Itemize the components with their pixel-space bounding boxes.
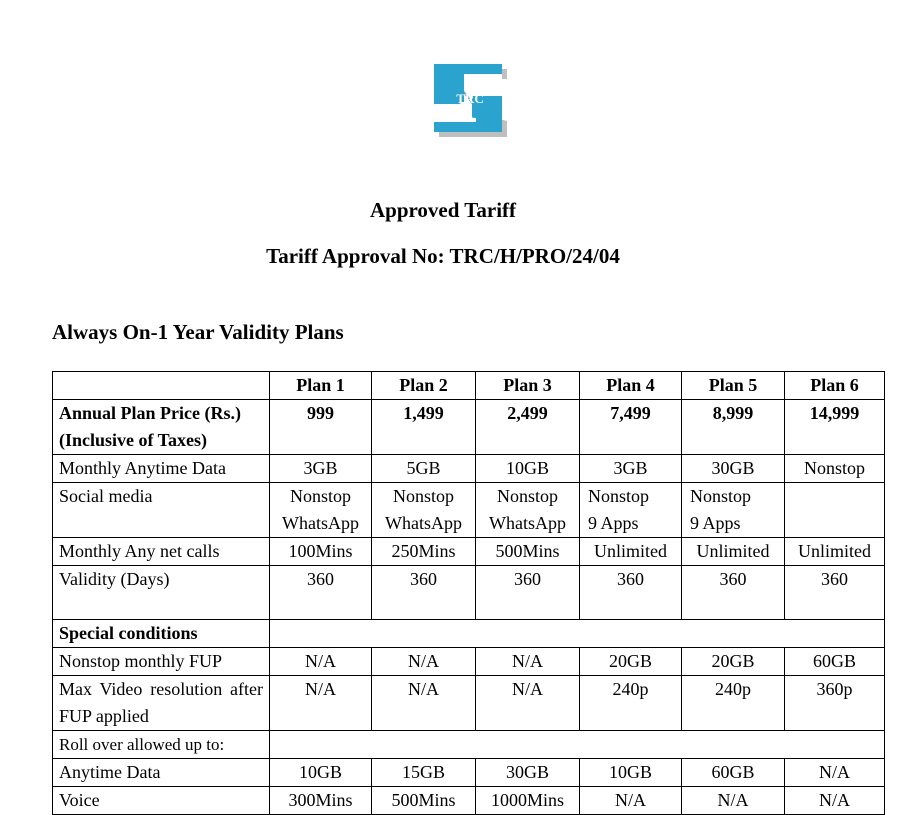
- logo-text: TRC: [456, 91, 484, 106]
- table-cell: 5GB: [372, 455, 476, 483]
- table-cell: [580, 483, 682, 538]
- row-label: Nonstop monthly FUP: [53, 648, 270, 676]
- table-cell: 1000Mins: [476, 787, 580, 815]
- cell-line: Nonstop: [588, 486, 650, 506]
- table-cell: 100Mins: [270, 538, 372, 566]
- table-header-cell: Plan 6: [785, 372, 885, 400]
- table-cell: 20GB: [682, 648, 785, 676]
- table-cell: 360p: [785, 676, 885, 731]
- table-header-row: [53, 372, 885, 400]
- table-cell: 3GB: [270, 455, 372, 483]
- table-cell: 60GB: [682, 759, 785, 787]
- table-cell: [372, 483, 476, 538]
- table-cell: N/A: [270, 676, 372, 731]
- table-cell: 500Mins: [372, 787, 476, 815]
- table-cell: [270, 483, 372, 538]
- table-cell: Unlimited: [580, 538, 682, 566]
- table-cell: 14,999: [785, 400, 885, 455]
- table-cell: [682, 483, 785, 538]
- table-cell: 999: [270, 400, 372, 455]
- table-cell: 20GB: [580, 648, 682, 676]
- page-title: Approved Tariff: [369, 198, 517, 222]
- table-cell: Nonstop: [785, 455, 885, 483]
- tariff-table: [52, 371, 885, 815]
- table-cell: 8,999: [682, 400, 785, 455]
- table-cell: 360: [372, 566, 476, 620]
- tariff-approval-number: Tariff Approval No: TRC/H/PRO/24/04: [266, 244, 620, 268]
- table-cell: 30GB: [682, 455, 785, 483]
- table-cell: 500Mins: [476, 538, 580, 566]
- table-cell: N/A: [372, 648, 476, 676]
- table-cell: Unlimited: [682, 538, 785, 566]
- table-cell: N/A: [372, 676, 476, 731]
- cell-line: Nonstop: [496, 486, 558, 506]
- table-row: [53, 455, 885, 483]
- table-cell: 10GB: [270, 759, 372, 787]
- table-cell: 30GB: [476, 759, 580, 787]
- cell-line: 9 Apps: [588, 513, 639, 533]
- rollover-heading: Roll over allowed up to:: [53, 731, 270, 759]
- table-row: [53, 676, 885, 731]
- cell-line: Nonstop: [289, 486, 351, 506]
- table-row: [53, 538, 885, 566]
- row-label: Social media: [53, 483, 270, 538]
- table-cell: 360: [270, 566, 372, 620]
- trc-logo: [432, 62, 508, 138]
- table-cell: N/A: [580, 787, 682, 815]
- table-cell: 10GB: [476, 455, 580, 483]
- cell-line: WhatsApp: [385, 513, 462, 533]
- table-cell: 250Mins: [372, 538, 476, 566]
- table-header-cell: Plan 3: [476, 372, 580, 400]
- row-label: Max Video resolution after FUP applied: [53, 676, 270, 731]
- table-cell: 7,499: [580, 400, 682, 455]
- table-cell: 360: [785, 566, 885, 620]
- table-cell: 360: [682, 566, 785, 620]
- table-cell: 300Mins: [270, 787, 372, 815]
- price-label-line1: Annual Plan Price (Rs.): [59, 403, 241, 423]
- table-cell: Unlimited: [785, 538, 885, 566]
- table-row: [53, 483, 885, 538]
- row-label: Monthly Anytime Data: [53, 455, 270, 483]
- table-cell: [270, 731, 885, 759]
- table-cell: N/A: [476, 648, 580, 676]
- row-label: Anytime Data: [53, 759, 270, 787]
- special-conditions-heading: Special conditions: [53, 620, 270, 648]
- cell-line: WhatsApp: [282, 513, 359, 533]
- table-cell: [53, 372, 270, 400]
- table-row: [53, 620, 885, 648]
- table-cell: 2,499: [476, 400, 580, 455]
- cell-line: 9 Apps: [690, 513, 741, 533]
- table-cell: [270, 620, 885, 648]
- cell-line: WhatsApp: [489, 513, 566, 533]
- table-cell: [476, 483, 580, 538]
- cell-line: Nonstop: [690, 486, 752, 506]
- table-cell: 240p: [580, 676, 682, 731]
- table-header-cell: Plan 4: [580, 372, 682, 400]
- table-cell: N/A: [682, 787, 785, 815]
- table-cell: N/A: [785, 787, 885, 815]
- table-cell: 360: [580, 566, 682, 620]
- table-cell: 15GB: [372, 759, 476, 787]
- table-header-cell: Plan 1: [270, 372, 372, 400]
- table-row: [53, 400, 885, 455]
- table-cell: N/A: [785, 759, 885, 787]
- table-row: [53, 648, 885, 676]
- cell-line: Nonstop: [392, 486, 454, 506]
- table-cell: [785, 483, 885, 538]
- table-header-cell: Plan 5: [682, 372, 785, 400]
- table-row: [53, 787, 885, 815]
- row-label: Validity (Days): [53, 566, 270, 620]
- table-cell: 360: [476, 566, 580, 620]
- row-label: [53, 400, 270, 455]
- row-label: Monthly Any net calls: [53, 538, 270, 566]
- price-label-line2: (Inclusive of Taxes): [59, 430, 208, 450]
- table-cell: N/A: [270, 648, 372, 676]
- table-cell: 10GB: [580, 759, 682, 787]
- row-label: Voice: [53, 787, 270, 815]
- section-title: Always On-1 Year Validity Plans: [52, 320, 344, 344]
- table-cell: 60GB: [785, 648, 885, 676]
- table-cell: 3GB: [580, 455, 682, 483]
- table-cell: 240p: [682, 676, 785, 731]
- table-header-cell: Plan 2: [372, 372, 476, 400]
- table-cell: 1,499: [372, 400, 476, 455]
- table-row: [53, 566, 885, 620]
- table-row: [53, 759, 885, 787]
- table-cell: N/A: [476, 676, 580, 731]
- table-row: [53, 731, 885, 759]
